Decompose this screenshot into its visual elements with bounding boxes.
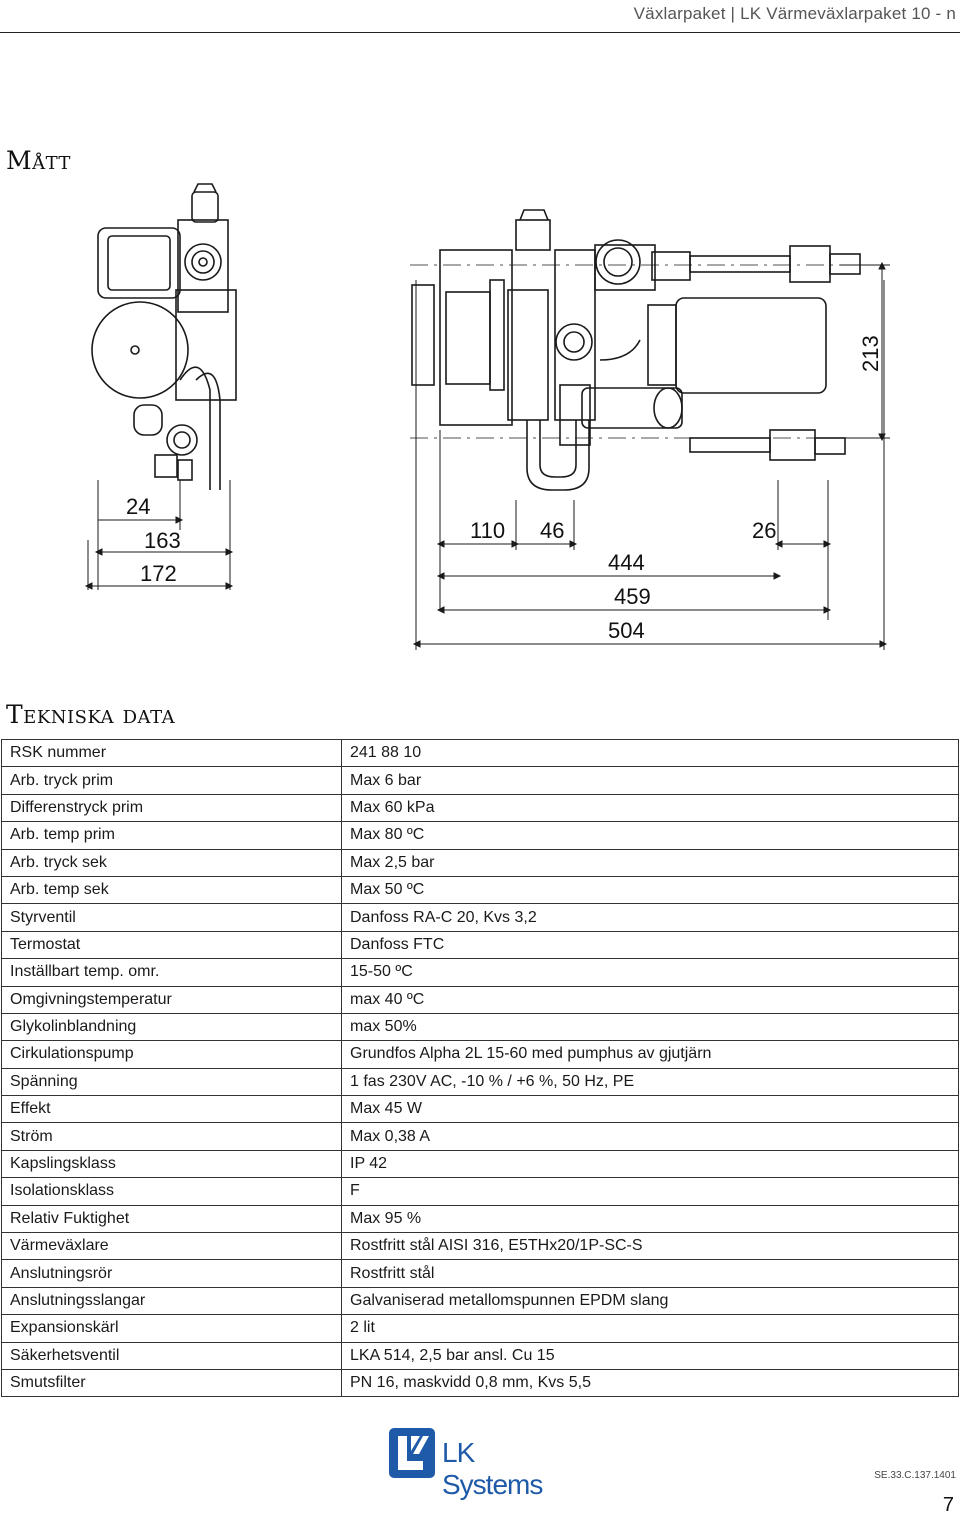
spec-label: Säkerhetsventil (2, 1342, 342, 1369)
spec-row (2, 1369, 959, 1396)
spec-row (2, 876, 959, 903)
dim-504: 504 (608, 618, 645, 643)
spec-row (2, 822, 959, 849)
spec-row (2, 849, 959, 876)
spec-value: Max 45 W (342, 1096, 959, 1123)
spec-value: Max 60 kPa (342, 794, 959, 821)
brand-name: LK Systems (442, 1437, 543, 1500)
spec-value: 241 88 10 (342, 740, 959, 767)
spec-label: Expansionskärl (2, 1315, 342, 1342)
front-view-drawing (410, 210, 890, 490)
spec-label: Arb. tryck sek (2, 849, 342, 876)
spec-row (2, 740, 959, 767)
dim-459: 459 (614, 584, 651, 609)
spec-value: Galvaniserad metallomspunnen EPDM slang (342, 1287, 959, 1314)
spec-value: PN 16, maskvidd 0,8 mm, Kvs 5,5 (342, 1369, 959, 1396)
spec-value: 1 fas 230V AC, -10 % / +6 %, 50 Hz, PE (342, 1068, 959, 1095)
spec-row (2, 904, 959, 931)
lk-logo-icon (389, 1428, 435, 1478)
spec-value: IP 42 (342, 1150, 959, 1177)
spec-row (2, 931, 959, 958)
spec-row (2, 1123, 959, 1150)
spec-row (2, 1178, 959, 1205)
spec-value: 2 lit (342, 1315, 959, 1342)
page-header (0, 0, 960, 33)
dimension-drawing (0, 180, 960, 660)
spec-row (2, 1150, 959, 1177)
spec-row (2, 794, 959, 821)
spec-row (2, 1342, 959, 1369)
spec-label: Relativ Fuktighet (2, 1205, 342, 1232)
spec-label: Arb. temp sek (2, 876, 342, 903)
spec-value: Max 95 % (342, 1205, 959, 1232)
spec-row (2, 767, 959, 794)
spec-label: Anslutningsslangar (2, 1287, 342, 1314)
spec-row (2, 1068, 959, 1095)
spec-row (2, 1233, 959, 1260)
spec-value: Danfoss FTC (342, 931, 959, 958)
dim-444: 444 (608, 550, 645, 575)
spec-table (1, 739, 959, 1397)
breadcrumb: Växlarpaket | LK Värmeväxlarpaket 10 - n (633, 4, 956, 23)
spec-value: Max 50 ºC (342, 876, 959, 903)
spec-label: Isolationsklass (2, 1178, 342, 1205)
spec-value: Danfoss RA-C 20, Kvs 3,2 (342, 904, 959, 931)
dim-172: 172 (140, 561, 177, 586)
spec-label: Arb. temp prim (2, 822, 342, 849)
dim-163: 163 (144, 528, 181, 553)
spec-label: Kapslingsklass (2, 1150, 342, 1177)
dim-110: 110 (470, 518, 506, 543)
spec-row (2, 1315, 959, 1342)
spec-value: F (342, 1178, 959, 1205)
spec-row (2, 1013, 959, 1040)
dim-26: 26 (752, 518, 777, 543)
spec-value: Rostfritt stål (342, 1260, 959, 1287)
spec-label: Omgivningstemperatur (2, 986, 342, 1013)
brand-logo (389, 1428, 579, 1500)
spec-label: Spänning (2, 1068, 342, 1095)
spec-label: Effekt (2, 1096, 342, 1123)
spec-row (2, 1287, 959, 1314)
spec-label: Arb. tryck prim (2, 767, 342, 794)
spec-value: LKA 514, 2,5 bar ansl. Cu 15 (342, 1342, 959, 1369)
spec-value: Grundfos Alpha 2L 15-60 med pumphus av gjutjärn (342, 1041, 959, 1068)
page-number: 7 (942, 1494, 954, 1516)
spec-row (2, 959, 959, 986)
spec-label: Cirkulationspump (2, 1041, 342, 1068)
spec-value: max 50% (342, 1013, 959, 1040)
spec-row (2, 1260, 959, 1287)
spec-label: Glykolinblandning (2, 1013, 342, 1040)
dim-24: 24 (126, 494, 151, 519)
spec-row (2, 1096, 959, 1123)
spec-value: Max 0,38 A (342, 1123, 959, 1150)
spec-value: Max 6 bar (342, 767, 959, 794)
spec-label: Termostat (2, 931, 342, 958)
spec-row (2, 1041, 959, 1068)
spec-value: max 40 ºC (342, 986, 959, 1013)
spec-value: Rostfritt stål AISI 316, E5THx20/1P-SC-S (342, 1233, 959, 1260)
dim-46: 46 (540, 518, 565, 543)
spec-row (2, 986, 959, 1013)
dim-213: 213 (858, 335, 883, 372)
spec-label: Differenstryck prim (2, 794, 342, 821)
spec-label: Ström (2, 1123, 342, 1150)
document-code: SE.33.C.137.1401 (874, 1470, 956, 1481)
spec-row (2, 1205, 959, 1232)
spec-value: 15-50 ºC (342, 959, 959, 986)
spec-value: Max 2,5 bar (342, 849, 959, 876)
spec-label: Anslutningsrör (2, 1260, 342, 1287)
spec-value: Max 80 ºC (342, 822, 959, 849)
spec-label: Styrventil (2, 904, 342, 931)
section-title-dimensions: Mått (6, 146, 71, 175)
section-title-tech: Tekniska data (6, 700, 176, 729)
spec-label: Inställbart temp. omr. (2, 959, 342, 986)
side-view-drawing (92, 184, 236, 490)
spec-label: RSK nummer (2, 740, 342, 767)
spec-label: Smutsfilter (2, 1369, 342, 1396)
spec-label: Värmeväxlare (2, 1233, 342, 1260)
